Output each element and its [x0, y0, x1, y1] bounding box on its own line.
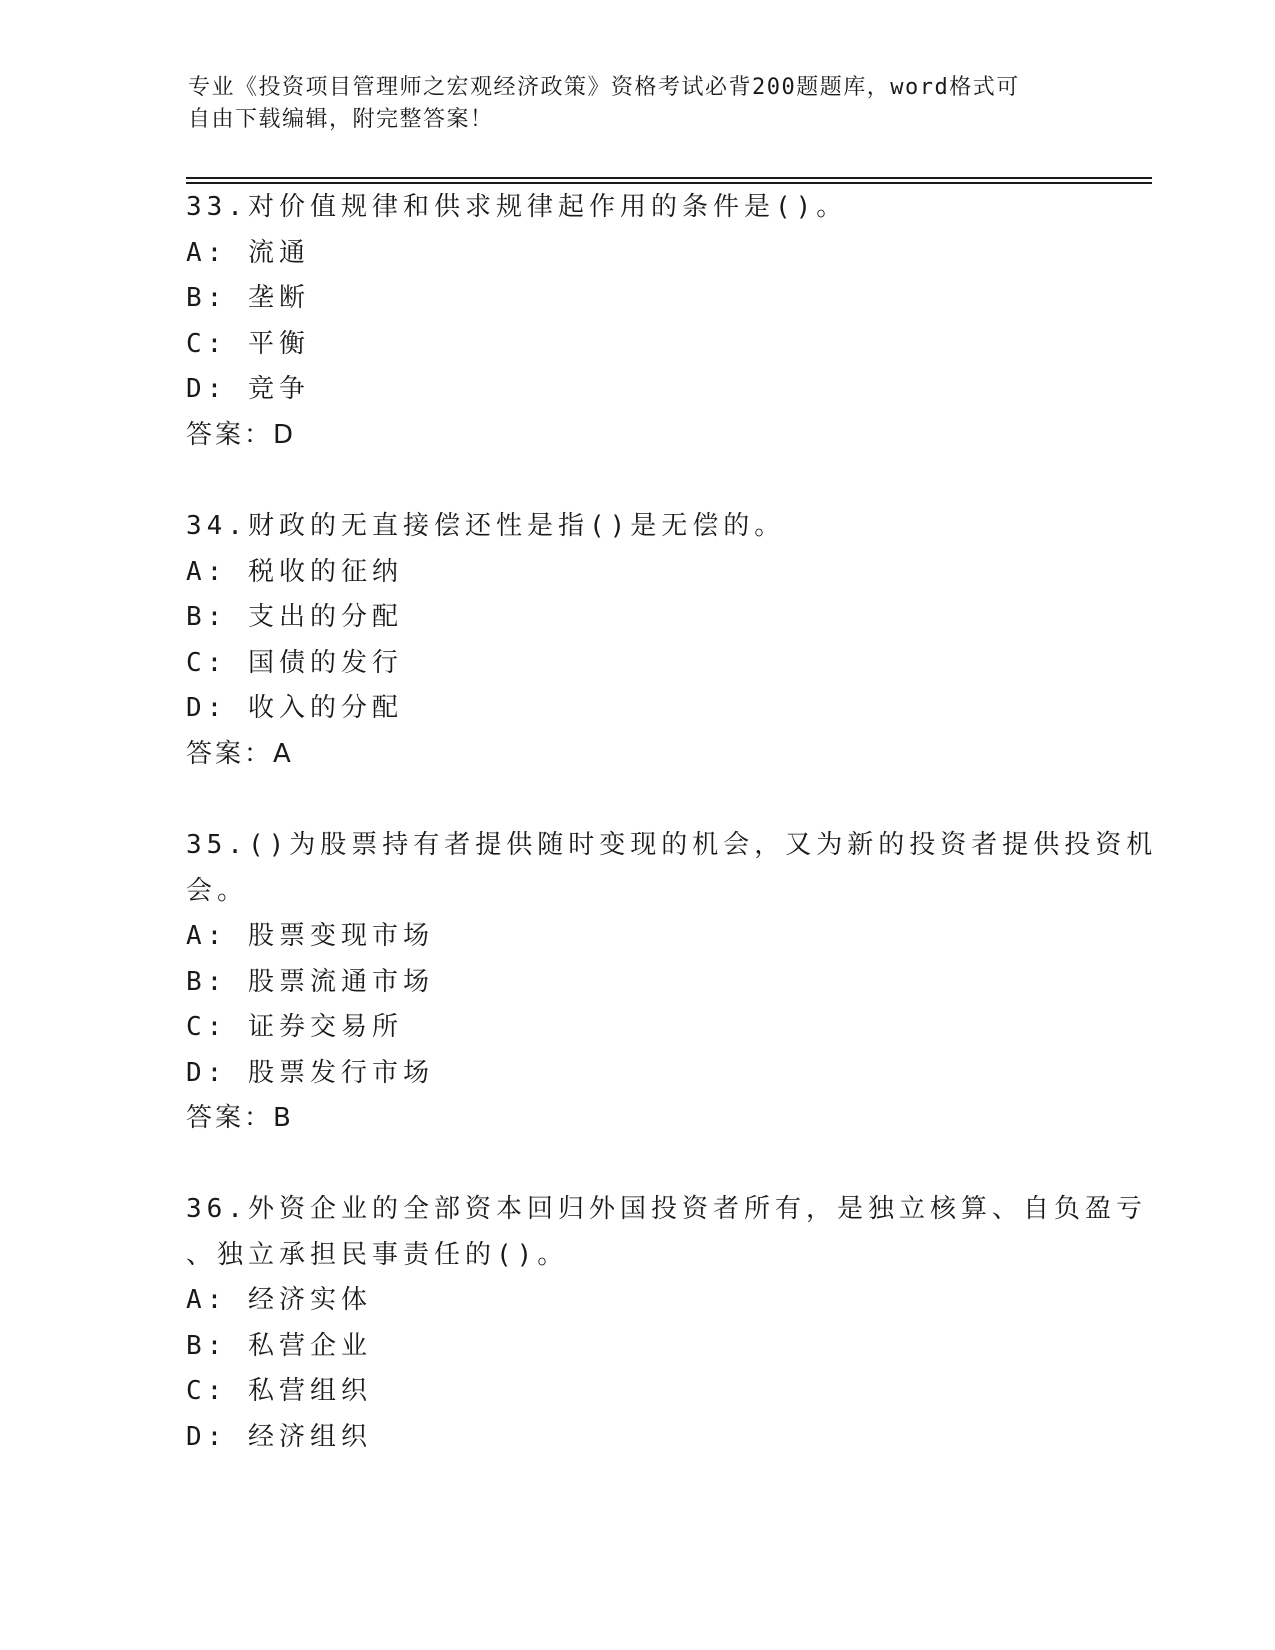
option-a: A: 股票变现市场 — [186, 921, 434, 951]
header-title-line-1: 专业《投资项目管理师之宏观经济政策》资格考试必背200题题库，word格式可 — [188, 75, 1020, 100]
question-stem: 33.对价值规律和供求规律起作用的条件是()。 — [186, 192, 848, 222]
question-34 — [186, 504, 1086, 777]
option-b: B: 支出的分配 — [186, 602, 403, 632]
question-35 — [186, 823, 1158, 1142]
header-title-line-2: 自由下载编辑，附完整答案！ — [188, 107, 494, 132]
header-divider-top — [186, 177, 1152, 179]
option-a: A: 税收的征纳 — [186, 556, 403, 587]
question-33 — [186, 185, 1086, 458]
option-a: A: 流通 — [186, 237, 310, 268]
option-b: B: 垄断 — [186, 283, 310, 313]
answer-label: 答案：A — [186, 738, 294, 769]
option-c: C: 平衡 — [186, 328, 310, 359]
option-b: B: 私营企业 — [186, 1330, 372, 1361]
option-b: B: 股票流通市场 — [186, 966, 434, 997]
option-d: D: 股票发行市场 — [186, 1057, 434, 1088]
option-c: C: 国债的发行 — [186, 647, 403, 678]
question-36 — [186, 1187, 1147, 1460]
question-stem-line-1: 35.()为股票持有者提供随时变现的机会，又为新的投资者提供投资机 — [186, 830, 1158, 860]
option-c: C: 私营组织 — [186, 1376, 372, 1406]
question-stem-line-2: 会。 — [186, 875, 249, 906]
document-header — [188, 72, 1068, 136]
answer-label: 答案：B — [186, 1103, 294, 1133]
option-d: D: 经济组织 — [186, 1421, 372, 1452]
answer-label: 答案：D — [186, 419, 297, 450]
option-c: C: 证券交易所 — [186, 1012, 403, 1042]
question-stem-line-2: 、独立承担民事责任的()。 — [186, 1239, 569, 1270]
question-stem: 34.财政的无直接偿还性是指()是无偿的。 — [186, 511, 786, 541]
option-a: A: 经济实体 — [186, 1285, 372, 1315]
option-d: D: 收入的分配 — [186, 693, 403, 723]
option-d: D: 竞争 — [186, 374, 310, 404]
question-stem-line-1: 36.外资企业的全部资本回归外国投资者所有，是独立核算、自负盈亏 — [186, 1194, 1147, 1224]
header-divider-bottom — [186, 182, 1152, 184]
